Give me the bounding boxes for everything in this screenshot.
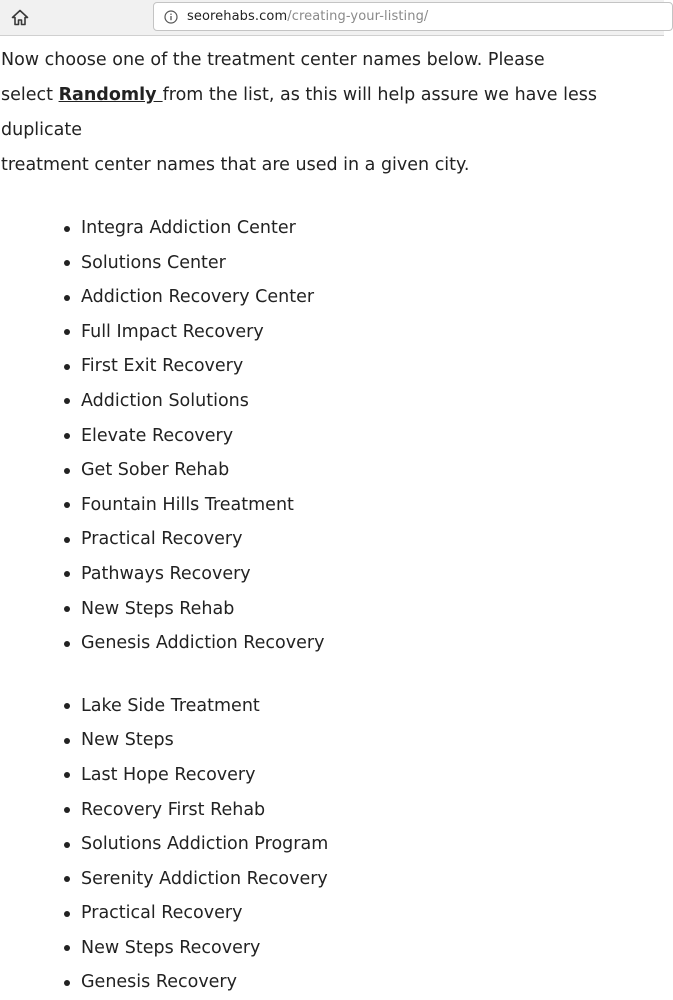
bullet-icon <box>64 842 70 848</box>
treatment-names-list-2 <box>1 689 664 1000</box>
list-item-label: New Steps Rehab <box>81 598 235 619</box>
bullet-icon <box>64 641 70 647</box>
list-item <box>81 592 664 627</box>
bullet-icon <box>64 468 70 474</box>
list-item-label: Solutions Center <box>81 252 226 273</box>
list-item <box>81 626 664 661</box>
bullet-icon <box>64 295 70 301</box>
bullet-icon <box>64 980 70 986</box>
intro-line-1: Now choose one of the treatment center names below. Please <box>1 50 545 70</box>
intro-line-3: treatment center names that are used in a given city. <box>1 155 470 175</box>
list-item-label: Practical Recovery <box>81 529 243 550</box>
list-item-label: Full Impact Recovery <box>81 321 264 342</box>
bullet-icon <box>64 945 70 951</box>
info-icon[interactable] <box>164 10 178 24</box>
list-item-label: Recovery First Rehab <box>81 799 266 820</box>
bullet-icon <box>64 772 70 778</box>
list-item <box>81 246 664 281</box>
intro-select-suffix: from the list, as this will help assure we have less duplicate <box>1 85 597 140</box>
intro-paragraph <box>1 43 665 183</box>
list-item <box>81 419 664 454</box>
bullet-icon <box>64 738 70 744</box>
page-content <box>0 43 664 1000</box>
home-button[interactable] <box>10 7 30 27</box>
url-path: /creating-your-listing/ <box>287 9 429 24</box>
list-item-label: Serenity Addiction Recovery <box>81 868 328 889</box>
list-item-label: Lake Side Treatment <box>81 695 260 716</box>
list-item-label: Solutions Addiction Program <box>81 834 329 855</box>
list-item-label: New Steps <box>81 730 174 751</box>
url-host: seorehabs.com <box>187 9 288 24</box>
list-item-label: Last Hope Recovery <box>81 764 256 785</box>
url-text <box>187 9 428 24</box>
bullet-icon <box>64 876 70 882</box>
list-item-label: Genesis Recovery <box>81 972 237 993</box>
list-item <box>81 723 664 758</box>
bullet-icon <box>64 703 70 709</box>
list-item <box>81 896 664 931</box>
list-item-label: Pathways Recovery <box>81 563 251 584</box>
bullet-icon <box>64 226 70 232</box>
list-item-label: Addiction Solutions <box>81 390 249 411</box>
treatment-names-list-1 <box>1 211 664 661</box>
list-item <box>81 758 664 793</box>
list-item <box>81 965 664 1000</box>
bullet-icon <box>64 606 70 612</box>
address-bar[interactable] <box>153 2 673 31</box>
list-item-label: Get Sober Rehab <box>81 460 230 481</box>
bullet-icon <box>64 398 70 404</box>
bullet-icon <box>64 433 70 439</box>
randomly-emphasis: Randomly <box>58 85 163 105</box>
bullet-icon <box>64 911 70 917</box>
list-item <box>81 827 664 862</box>
list-item <box>81 453 664 488</box>
list-item <box>81 211 664 246</box>
list-item-label: Elevate Recovery <box>81 425 234 446</box>
list-item-label: Practical Recovery <box>81 903 243 924</box>
list-item <box>81 488 664 523</box>
bullet-icon <box>64 329 70 335</box>
list-item <box>81 931 664 966</box>
list-item-label: First Exit Recovery <box>81 356 244 377</box>
list-item-label: New Steps Recovery <box>81 937 261 958</box>
list-item-label: Integra Addiction Center <box>81 218 296 238</box>
browser-toolbar <box>0 0 664 36</box>
bullet-icon <box>64 571 70 577</box>
list-item-label: Fountain Hills Treatment <box>81 494 294 515</box>
list-item <box>81 315 664 350</box>
list-item <box>81 522 664 557</box>
bullet-icon <box>64 364 70 370</box>
list-item <box>81 384 664 419</box>
list-item-label: Genesis Addiction Recovery <box>81 633 325 654</box>
bullet-icon <box>64 537 70 543</box>
list-item <box>81 349 664 384</box>
list-item <box>81 280 664 315</box>
bullet-icon <box>64 807 70 813</box>
list-item <box>81 862 664 897</box>
bullet-icon <box>64 260 70 266</box>
list-item-label: Addiction Recovery Center <box>81 287 315 308</box>
intro-select-prefix: select <box>1 85 59 105</box>
list-item <box>81 689 664 724</box>
list-item <box>81 793 664 828</box>
list-item <box>81 557 664 592</box>
bullet-icon <box>64 502 70 508</box>
home-icon <box>11 9 29 26</box>
